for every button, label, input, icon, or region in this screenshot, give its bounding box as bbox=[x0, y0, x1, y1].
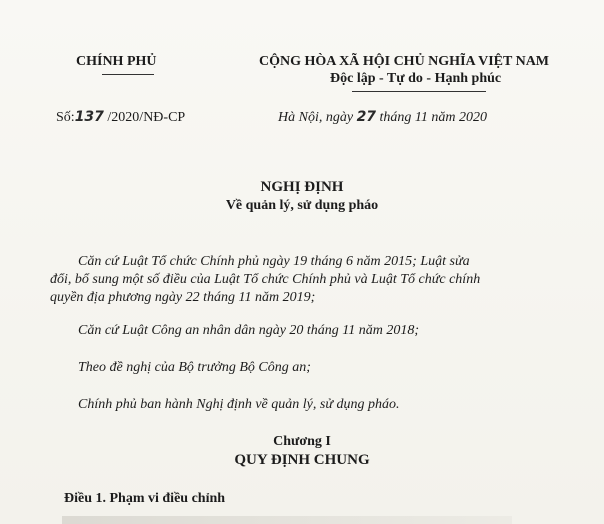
preamble-paragraph-1 bbox=[50, 253, 580, 307]
chapter-title: QUY ĐỊNH CHUNG bbox=[234, 452, 370, 468]
place-date-prefix: Hà Nội, ngày bbox=[278, 110, 357, 125]
handwritten-day: 27 bbox=[356, 109, 377, 125]
place-and-date bbox=[278, 109, 487, 126]
national-title: CỘNG HÒA XÃ HỘI CHỦ NGHĨA VIỆT NAM bbox=[259, 54, 550, 69]
chapter-label: Chương I bbox=[273, 434, 331, 449]
issuing-agency: CHÍNH PHỦ bbox=[76, 54, 157, 69]
document-type: NGHỊ ĐỊNH bbox=[260, 179, 344, 195]
preamble-line: đổi, bổ sung một số điều của Luật Tổ chức Chính phủ và Luật Tổ chức chính bbox=[50, 272, 481, 287]
preamble-paragraph-3: Theo đề nghị của Bộ trưởng Bộ Công an; bbox=[78, 360, 311, 375]
preamble-paragraph-4: Chính phủ ban hành Nghị định về quản lý, sử dụng pháo. bbox=[78, 397, 400, 412]
faded-text-line bbox=[62, 516, 512, 524]
document-number-suffix: /2020/NĐ-CP bbox=[103, 110, 186, 125]
document-number-prefix: Số: bbox=[56, 110, 75, 125]
preamble-paragraph-2: Căn cứ Luật Công an nhân dân ngày 20 tháng 11 năm 2018; bbox=[78, 323, 420, 338]
preamble-line: quyền địa phương ngày 22 tháng 11 năm 2019; bbox=[50, 290, 316, 305]
agency-underline bbox=[102, 74, 154, 75]
place-date-suffix: tháng 11 năm 2020 bbox=[376, 110, 488, 125]
document-number-handwritten: 137 bbox=[74, 109, 104, 125]
national-motto: Độc lập - Tự do - Hạnh phúc bbox=[330, 71, 502, 86]
document-number bbox=[56, 109, 185, 126]
motto-underline bbox=[352, 91, 486, 92]
document-subject: Về quản lý, sử dụng pháo bbox=[225, 198, 379, 213]
article-heading: Điều 1. Phạm vi điều chỉnh bbox=[64, 491, 226, 506]
preamble-line: Căn cứ Luật Tổ chức Chính phủ ngày 19 tháng 6 năm 2015; Luật sửa bbox=[78, 254, 470, 269]
